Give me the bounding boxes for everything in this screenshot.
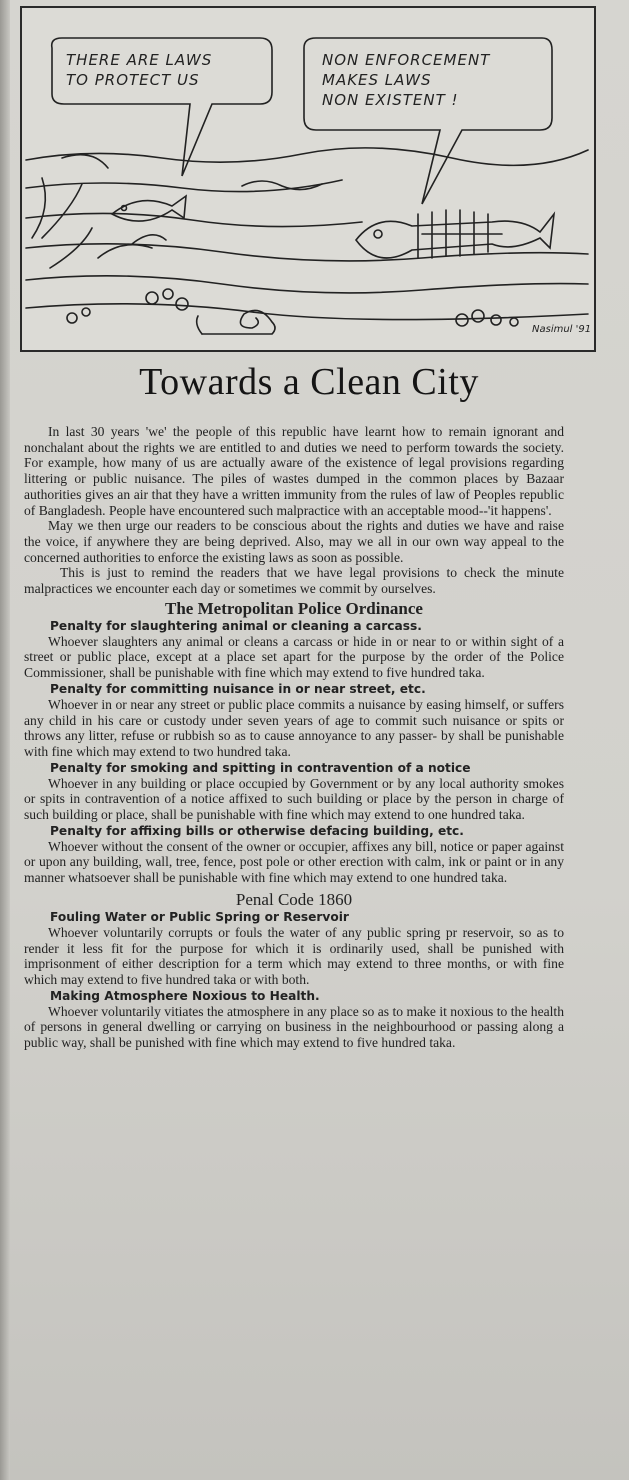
fish-skeleton — [356, 214, 554, 258]
law-heading: Penalty for affixing bills or otherwise defacing building, etc. — [50, 823, 464, 838]
law-text: Whoever voluntarily corrupts or fouls the water of any public spring pr reservoir, so as to render it less fit for the purpose for which it is ordinarily used, shall be punished with imprisonment of either description for a term which may extend to three months, or with fine which may extend to five hundred taka or with both. — [24, 924, 564, 987]
bubble-text-right — [322, 50, 490, 110]
law-text: Whoever in or near any street or public place commits a nuisance by easing himself, or suffers any child in his care or custody under seven years of age to commit such nuisance or spits or throws any litter, refuse or rubbish so as to cause annoyance to any passer- by shall be punishable with fine which may extend to two hundred taka. — [24, 696, 564, 759]
law-text: Whoever voluntarily vitiates the atmosphere in any place so as to make it noxious to the health of persons in general dwelling or carrying on business in the neighbourhood or passing along a public way, shall be punished with fine which may extend to five hundred taka. — [24, 1003, 564, 1051]
snail — [202, 310, 275, 334]
section-title-penal-code: Penal Code 1860 — [235, 889, 353, 909]
editorial-cartoon — [20, 6, 596, 352]
law-heading: Fouling Water or Public Spring or Reservoir — [50, 909, 349, 924]
article-headline: Towards a Clean City — [139, 361, 479, 403]
section-title-police-ordinance: The Metropolitan Police Ordinance — [165, 598, 423, 618]
bubble-right-line-2: MAKES LAWS — [322, 71, 432, 89]
law-heading: Penalty for committing nuisance in or near street, etc. — [50, 681, 426, 696]
article-body — [24, 424, 564, 1051]
cartoon-signature: Nasimul '91 — [532, 324, 592, 335]
bubble-text-left — [66, 50, 212, 90]
law-text: Whoever without the consent of the owner or occupier, affixes any bill, notice or paper against or upon any building, wall, tree, fence, post pole or other erection with calm, ink or paint or in any manner whatsoever shall be punishable with fine which may extend to one hundred taka. — [24, 838, 564, 886]
law-heading: Penalty for smoking and spitting in contravention of a notice — [50, 760, 471, 775]
intro-paragraph-1: In last 30 years 'we' the people of this republic have learnt how to remain ignorant and nonchalant about the rights we are entitled to and duties we need to perform towards the society. For example, how many of us are actually aware of the existence of legal provisions regarding littering or public nuisance. The piles of wastes dumped in the common places by Bazaar authorities gives an air that they have a written immunity from the rules of law of Peoples republic of Bangladesh. People have encountered such malpractice with an acceptable mood--'it happens'. — [24, 424, 564, 518]
bubble-right-line-3: NON EXISTENT ! — [322, 91, 459, 109]
paper-edge — [0, 0, 10, 1480]
law-heading: Making Atmosphere Noxious to Health. — [50, 988, 320, 1003]
bubble-right-line-1: NON ENFORCEMENT — [322, 51, 491, 69]
bubble-left-line-2: TO PROTECT US — [66, 71, 200, 89]
law-text: Whoever in any building or place occupied by Government or by any local authority smokes or spits in contravention of a notice affixed to such building or place by the person in charge of such building or place, shall be punishable with fine which may extend to one hundred taka. — [24, 775, 564, 823]
intro-paragraph-2: May we then urge our readers to be conscious about the rights and duties we have and raise the voice, if anywhere they are being deprived. Also, may we all in our own way appeal to the concerned authorities to enforce the existing laws as soon as possible. — [24, 518, 564, 565]
law-text: Whoever slaughters any animal or cleans a carcass or hide in or near to or within sight of a street or public place, except at a place set apart for the purpose by the order of the Police Commissioner, shall be punishable with fine which may extend to five hundred taka. — [24, 633, 564, 681]
law-heading: Penalty for slaughtering animal or cleaning a carcass. — [50, 618, 422, 633]
bubble-left-line-1: THERE ARE LAWS — [66, 51, 213, 69]
intro-paragraph-3: This is just to remind the readers that we have legal provisions to check the minute malpractices we encounter each day or sometimes we commit by ourselves. — [24, 565, 564, 597]
